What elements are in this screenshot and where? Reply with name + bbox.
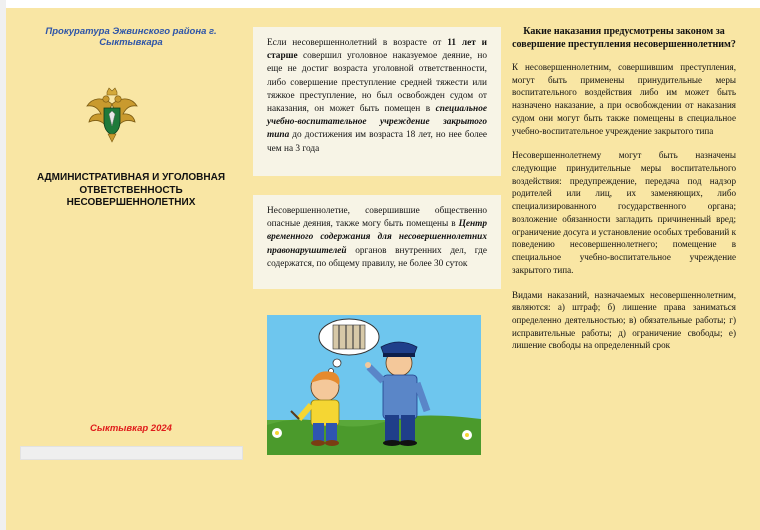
punishments-paragraph-1: К несовершеннолетним, совершившим преступления, могут быть применены принудительные меры воспитательного воздействия либо им может быть назначено наказание, а при освобождении от наказания судом они могут быть также помещены в специальное учебно-воспитательное учреждение закрытого типа: [512, 62, 736, 136]
box1-text-1: Если несовершеннолетний в возрасте от: [267, 38, 448, 48]
city-year: Сыктывкар 2024: [90, 423, 172, 434]
punishments-paragraph-3: Видами наказаний, назначаемых несовершеннолетним, являются: а) штраф; б) лишение права заниматься определенно деятельностью; в) обязательные работы; г) исправительные работы; д) ограничение свободы; е) лишение свободы на определенный срок: [512, 289, 736, 351]
detention-center-info-box: [253, 195, 501, 289]
police-officer-and-boy-illustration: [267, 315, 481, 455]
punishments-title: Какие наказания предусмотрены законом за совершение преступления несовершеннолетним?: [512, 26, 736, 50]
box1-text-3: до достижения им возраста 18 лет, но нее более чем на 3 года: [267, 130, 487, 154]
age-11-info-box: [253, 27, 501, 176]
brochure-main-title: АДМИНИСТРАТИВНАЯ И УГОЛОВНАЯ ОТВЕТСТВЕННОСТЬ НЕСОВЕРШЕННОЛЕТНИХ: [36, 172, 226, 208]
footer-bar: [20, 446, 243, 460]
box2-center-highlight: Центр временного содержания для несовершеннолетних правонарушителей: [267, 219, 487, 256]
prosecutor-office-title: Прокуратура Эжвинского района г. Сыктывкара: [45, 26, 217, 48]
box1-age-highlight: 11 лет и старше: [267, 38, 488, 62]
box2-text-1: Несовершеннолетие, совершившие общественно опасные деяния, также могу быть помещены в: [267, 206, 487, 230]
punishments-paragraph-2: Несовершеннолетнему могут быть назначены следующие принудительные меры воспитательного воздействия: предупреждение, передача под надзор родителей или лиц, их заменяющих, либо специализированного государственного органа; возложение обязанности загладить причиненный вред; ограничение досуга и установление особых требований к поведению несовершеннолетнего; помещение в специальное учебно-воспитательное учреждение закрытого типа.: [512, 150, 736, 275]
left-edge: [0, 0, 6, 530]
box2-text-2: органов внутренних дел, где содержатся, по общему правилу, не более 30 суток: [267, 245, 487, 269]
box1-institution-highlight: специальное учебно-воспитательное учреждение закрытого типа: [267, 103, 487, 141]
prosecutor-emblem-icon: [84, 86, 140, 144]
box1-text-2: совершил уголовное наказуемое деяние, но еще не достиг возраста уголовной ответственности, либо совершение преступление средней тяжести или тяжкое преступление, но был освобожден судом от наказания, он может быть помещен в: [267, 51, 487, 114]
top-border: [0, 0, 760, 8]
punishments-column: [512, 26, 736, 364]
